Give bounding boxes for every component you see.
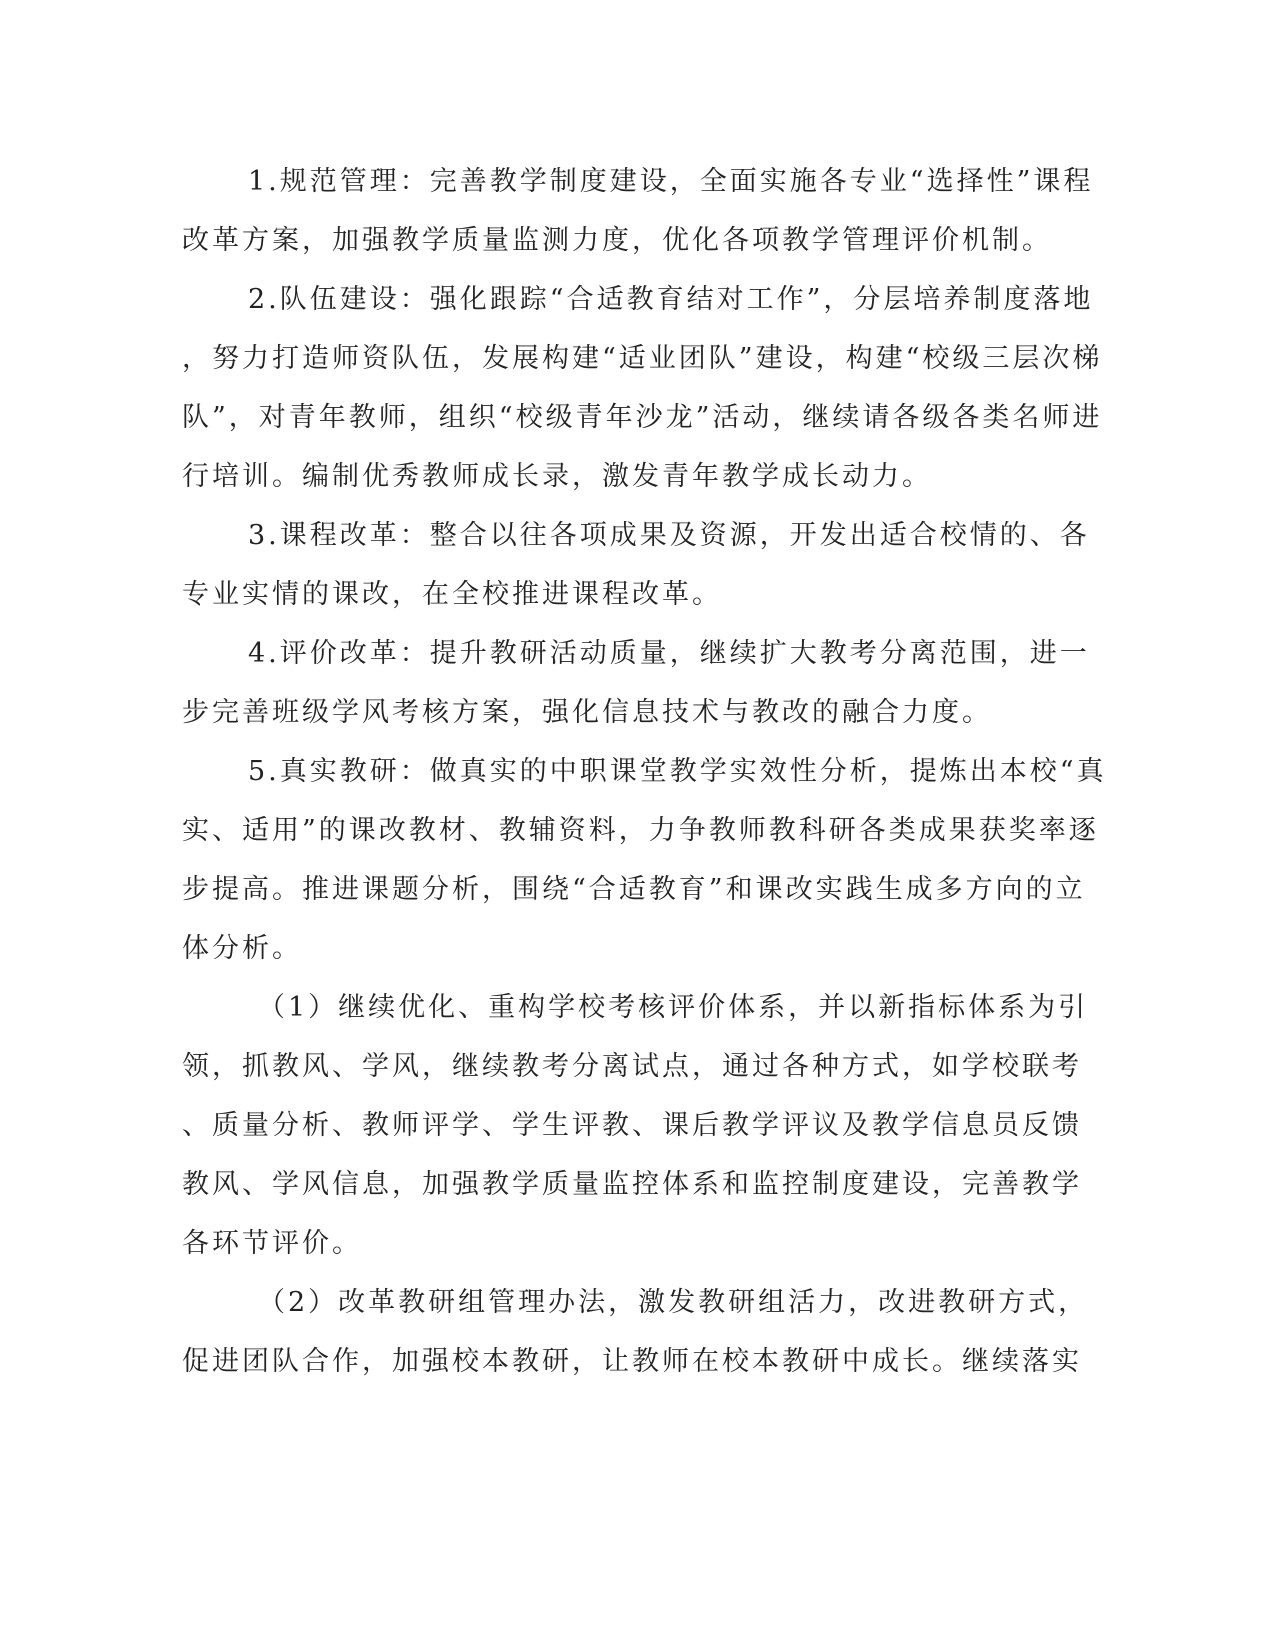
paragraph-item-1 bbox=[182, 152, 1094, 270]
paragraph-sub-2 bbox=[182, 1273, 1089, 1391]
paragraph-item-5 bbox=[182, 742, 1107, 978]
text-line: 1.规范管理：完善教学制度建设，全面实施各专业“选择性”课程 bbox=[248, 166, 1094, 197]
text-line: 2.队伍建设：强化跟踪“合适教育结对工作”，分层培养制度落地 bbox=[248, 284, 1094, 315]
text-line: 各环节评价。 bbox=[182, 1228, 362, 1259]
text-line: 改革方案，加强教学质量监测力度，优化各项教学管理评价机制。 bbox=[182, 225, 1052, 256]
text-line: 队”，对青年教师，组织“校级青年沙龙”活动，继续请各级各类名师进 bbox=[182, 402, 1103, 433]
paragraph-sub-1 bbox=[182, 978, 1089, 1273]
text-line: 专业实情的课改，在全校推进课程改革。 bbox=[182, 579, 722, 610]
paragraph-item-2 bbox=[182, 270, 1103, 506]
text-line: （2）改革教研组管理办法，激发教研组活力，改进教研方式， bbox=[258, 1287, 1089, 1318]
text-line: 促进团队合作，加强校本教研，让教师在校本教研中成长。继续落实 bbox=[182, 1346, 1082, 1377]
text-line: 、质量分析、教师评学、学生评教、课后教学评议及教学信息员反馈 bbox=[182, 1110, 1082, 1141]
text-line: ，努力打造师资队伍，发展构建“适业团队”建设，构建“校级三层次梯 bbox=[182, 343, 1103, 374]
text-line: 行培训。编制优秀教师成长录，激发青年教学成长动力。 bbox=[182, 461, 932, 492]
text-line: （1）继续优化、重构学校考核评价体系，并以新指标体系为引 bbox=[258, 992, 1089, 1023]
text-line: 教风、学风信息，加强教学质量监控体系和监控制度建设，完善教学 bbox=[182, 1169, 1082, 1200]
paragraph-item-4 bbox=[182, 624, 1090, 742]
text-line: 步完善班级学风考核方案，强化信息技术与教改的融合力度。 bbox=[182, 697, 992, 728]
text-line: 实、适用”的课改教材、教辅资料，力争教师教科研各类成果获奖率逐 bbox=[182, 815, 1099, 846]
document-body bbox=[182, 152, 1107, 1391]
text-line: 3.课程改革：整合以往各项成果及资源，开发出适合校情的、各 bbox=[248, 520, 1090, 551]
text-line: 领，抓教风、学风，继续教考分离试点，通过各种方式，如学校联考 bbox=[182, 1051, 1082, 1082]
text-line: 步提高。推进课题分析，围绕“合适教育”和课改实践生成多方向的立 bbox=[182, 874, 1086, 905]
text-line: 4.评价改革：提升教研活动质量，继续扩大教考分离范围，进一 bbox=[248, 638, 1090, 669]
text-line: 5.真实教研：做真实的中职课堂教学实效性分析，提炼出本校“真 bbox=[248, 756, 1107, 787]
paragraph-item-3 bbox=[182, 506, 1090, 624]
text-line: 体分析。 bbox=[182, 933, 302, 964]
